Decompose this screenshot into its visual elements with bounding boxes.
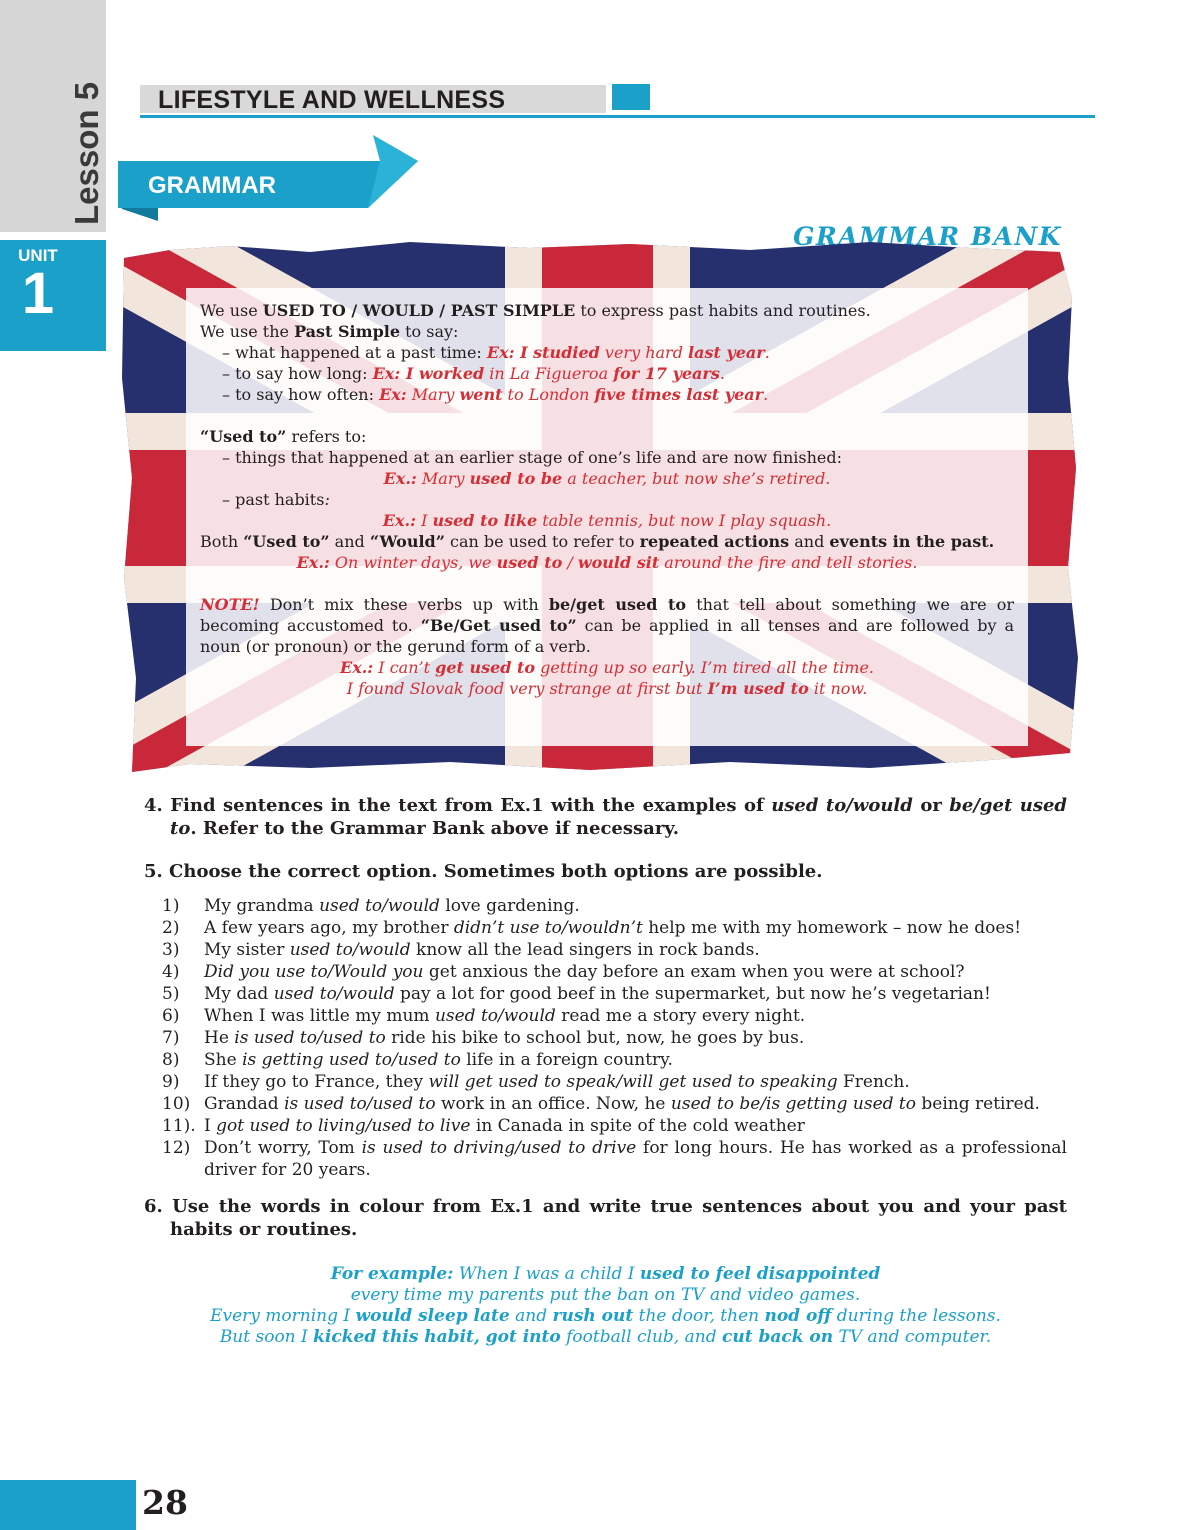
text-run: help me with my homework – now he does! xyxy=(642,918,1022,938)
item-number: 5) xyxy=(162,984,180,1004)
header-rule xyxy=(140,115,1095,118)
text-run: and xyxy=(329,532,370,551)
text-run: used to be xyxy=(469,469,563,488)
unit-number: 1 xyxy=(21,261,55,326)
section-label: GRAMMAR xyxy=(148,172,276,199)
page-number: 28 xyxy=(142,1483,188,1522)
text-run: NOTE! xyxy=(200,595,260,614)
text-run: But soon I xyxy=(219,1327,314,1347)
list-item xyxy=(144,1005,1067,1027)
text-run: – what happened at a past time: xyxy=(222,343,487,362)
grammar-line xyxy=(200,594,1014,657)
text-run: ride his bike to school but, now, he goes by bus. xyxy=(385,1028,805,1048)
text-run: to say: xyxy=(400,322,459,341)
text-run: When I was a child I xyxy=(453,1264,640,1284)
item-number: 2) xyxy=(162,918,180,938)
text-run: used to/would xyxy=(434,1006,556,1026)
list-item xyxy=(144,1115,1067,1137)
text-run: used to feel disappointed xyxy=(639,1264,881,1284)
text-run: . xyxy=(763,385,769,404)
text-run: nod off xyxy=(764,1306,832,1326)
lesson-label-wrap xyxy=(62,80,106,225)
grammar-line xyxy=(200,552,1014,573)
item-number: 3) xyxy=(162,940,180,960)
text-run: very hard xyxy=(599,343,689,362)
page-title: LIFESTYLE AND WELLNESS xyxy=(158,86,506,114)
grammar-line xyxy=(200,510,1014,531)
text-run: love gardening. xyxy=(439,896,580,916)
text-run: – to say how long: xyxy=(222,364,373,383)
item-number: 6) xyxy=(162,1006,180,1026)
text-run: . xyxy=(719,364,725,383)
text-run: get used to xyxy=(435,658,536,677)
text-run: read me a story every night. xyxy=(555,1006,806,1026)
text-run: for 17 years xyxy=(613,364,720,383)
text-run: cut back on xyxy=(721,1327,834,1347)
grammar-line xyxy=(200,531,1014,552)
text-run: is used to/used to xyxy=(234,1028,386,1048)
item-number: 7) xyxy=(162,1028,180,1048)
grammar-line xyxy=(200,384,1014,405)
text-run: – to say how often: xyxy=(222,385,380,404)
text-run: He xyxy=(204,1028,235,1048)
grammar-bank-text xyxy=(200,300,1014,699)
text-run: Don’t worry, Tom xyxy=(204,1138,362,1158)
text-run: My grandma xyxy=(204,896,320,916)
example-line xyxy=(144,1306,1067,1327)
text-run: I’m used to xyxy=(707,679,809,698)
exercise-4-instruction xyxy=(144,794,1067,840)
text-run: getting up so early. I’m tired all the time. xyxy=(535,658,874,677)
text-run: I found Slovak food very strange at first but xyxy=(346,679,708,698)
list-item xyxy=(144,917,1067,939)
text-run: the door, then xyxy=(633,1306,765,1326)
exercises xyxy=(144,794,1067,1241)
grammar-line xyxy=(200,363,1014,384)
text-run: We use xyxy=(200,301,263,320)
text-run: Ex.: xyxy=(382,511,416,530)
text-run: . Refer to the Grammar Bank above if necessary. xyxy=(190,818,679,839)
text-run: – things that happened at an earlier stage of one’s life and are now finished: xyxy=(222,448,843,467)
text-run: Mary xyxy=(416,469,470,488)
text-run: Ex.: xyxy=(296,553,330,572)
text-run: studied xyxy=(533,343,600,362)
item-number: 9) xyxy=(162,1072,180,1092)
text-run: in La Figueroa xyxy=(484,364,614,383)
text-run: that tell about something we are or becoming accustomed to. xyxy=(200,595,1014,635)
text-run: and xyxy=(789,532,830,551)
text-run: I xyxy=(415,511,433,530)
text-run: football club, and xyxy=(560,1327,722,1347)
text-run: is used to driving/used to drive xyxy=(361,1138,637,1158)
text-run: around the fire and tell stories. xyxy=(659,553,918,572)
list-item xyxy=(144,1071,1067,1093)
list-item xyxy=(144,983,1067,1005)
text-run: Ex: I xyxy=(486,343,534,362)
lesson-label: Lesson 5 xyxy=(68,81,105,225)
text-run: table tennis, but now I play squash. xyxy=(537,511,832,530)
text-run: Ex: xyxy=(379,385,407,404)
text-run: went xyxy=(459,385,503,404)
text-run: For example: xyxy=(330,1264,454,1284)
text-run: in Canada in spite of the cold weather xyxy=(470,1116,805,1136)
text-run: / xyxy=(562,553,578,572)
text-run: Every morning I xyxy=(210,1306,356,1326)
text-run: to express past habits and routines. xyxy=(575,301,871,320)
header-accent-square xyxy=(612,84,650,110)
text-run: being retired. xyxy=(915,1094,1040,1114)
text-run: didn’t use to/wouldn’t xyxy=(453,918,643,938)
text-run: every time my parents put the ban on TV and video games. xyxy=(350,1285,861,1305)
text-run: used to be/is getting used to xyxy=(670,1094,916,1114)
text-run: : xyxy=(324,490,330,509)
text-run: We use the xyxy=(200,322,295,341)
text-run: five times last year xyxy=(594,385,764,404)
example-paragraph xyxy=(144,1264,1067,1348)
text-run: – past habits xyxy=(222,490,325,509)
text-run: know all the lead singers in rock bands. xyxy=(410,940,760,960)
list-item xyxy=(144,1027,1067,1049)
text-run: “Would” xyxy=(369,532,445,551)
item-number: 10) xyxy=(162,1094,191,1114)
list-item xyxy=(144,961,1067,983)
text-run: for long hours. He has worked as a professional driver for 20 years. xyxy=(204,1138,1067,1180)
text-run: . xyxy=(764,343,770,362)
example-line xyxy=(144,1285,1067,1306)
text-run: is getting used to/used to xyxy=(242,1050,461,1070)
text-run: will get used to speak/will get used to speaking xyxy=(428,1072,838,1092)
grammar-line xyxy=(200,657,1014,678)
text-run: used to/would xyxy=(273,984,395,1004)
text-run: be/get used to xyxy=(170,795,1067,839)
text-run: Don’t mix these verbs up with xyxy=(259,595,549,614)
list-item xyxy=(144,939,1067,961)
text-run: Grandad xyxy=(204,1094,285,1114)
text-run: can be applied in all tenses and are followed by a noun (or pronoun) or the gerund form of a verb. xyxy=(200,616,1015,656)
text-run: get anxious the day before an exam when you were at school? xyxy=(423,962,965,982)
grammar-line xyxy=(200,342,1014,363)
grammar-line xyxy=(200,321,1014,342)
text-run: 4. Find sentences in the text from Ex.1 with the examples of xyxy=(144,795,772,816)
text-run: Mary xyxy=(406,385,460,404)
example-line xyxy=(144,1264,1067,1285)
text-run: a teacher, but now she’s retired. xyxy=(562,469,831,488)
spacer xyxy=(200,405,1014,426)
text-run: would sleep late xyxy=(355,1306,510,1326)
grammar-line xyxy=(200,426,1014,447)
text-run: Both xyxy=(200,532,244,551)
text-run: I can’t xyxy=(373,658,436,677)
text-run: used to/would xyxy=(771,795,913,816)
spacer xyxy=(200,573,1014,594)
text-run: rush out xyxy=(552,1306,634,1326)
grammar-bank-title: GRAMMAR BANK xyxy=(793,222,1062,251)
text-run: used to like xyxy=(432,511,538,530)
text-run: pay a lot for good beef in the supermarket, but now he’s vegetarian! xyxy=(394,984,991,1004)
example-line xyxy=(144,1327,1067,1348)
text-run: TV and computer. xyxy=(833,1327,992,1347)
text-run: and xyxy=(509,1306,553,1326)
text-run: got used to living/used to live xyxy=(216,1116,471,1136)
text-run: On winter days, we xyxy=(329,553,497,572)
text-run: to London xyxy=(502,385,595,404)
item-number: 8) xyxy=(162,1050,180,1070)
unit-label: UNIT xyxy=(18,246,58,265)
text-run: If they go to France, they xyxy=(204,1072,429,1092)
text-run: work in an office. Now, he xyxy=(435,1094,671,1114)
text-run: used to xyxy=(496,553,563,572)
text-run: My sister xyxy=(204,940,290,960)
text-run: USED TO / WOULD / PAST SIMPLE xyxy=(262,301,576,320)
item-number: 11). xyxy=(162,1116,196,1136)
text-run: French. xyxy=(837,1072,910,1092)
grammar-line xyxy=(200,468,1014,489)
unit-badge xyxy=(0,240,106,351)
grammar-line xyxy=(200,678,1014,699)
exercise-5-instruction: 5. Choose the correct option. Sometimes both options are possible. xyxy=(144,861,823,882)
text-run: “Used to” xyxy=(200,427,287,446)
text-run: Past Simple xyxy=(294,322,401,341)
text-run: When I was little my mum xyxy=(204,1006,435,1026)
text-run: My dad xyxy=(204,984,274,1004)
text-run: can be used to refer to xyxy=(444,532,640,551)
text-run: I xyxy=(204,1116,217,1136)
exercise-5-list xyxy=(144,895,1067,1181)
text-run: during the lessons. xyxy=(831,1306,1001,1326)
text-run: events in the past. xyxy=(829,532,995,551)
text-run: be/get used to xyxy=(548,595,687,614)
text-run: is used to/used to xyxy=(284,1094,436,1114)
text-run: “Be/Get used to” xyxy=(420,616,577,635)
item-number: 12) xyxy=(162,1138,191,1158)
text-run: would sit xyxy=(577,553,660,572)
text-run: A few years ago, my brother xyxy=(204,918,454,938)
item-number: 4) xyxy=(162,962,180,982)
item-number: 1) xyxy=(162,896,180,916)
text-run: used to/would xyxy=(289,940,411,960)
text-run: Ex: I worked xyxy=(372,364,485,383)
list-item xyxy=(144,895,1067,917)
list-item xyxy=(144,1093,1067,1115)
text-run: refers to: xyxy=(286,427,367,446)
text-run: life in a foreign country. xyxy=(460,1050,673,1070)
text-run: Did you use to/Would you xyxy=(204,962,424,982)
text-run: Ex.: xyxy=(340,658,374,677)
text-run: Ex.: xyxy=(383,469,417,488)
text-run: or xyxy=(912,795,950,816)
list-item xyxy=(144,1049,1067,1071)
text-run: used to/would xyxy=(319,896,440,916)
text-run: She xyxy=(204,1050,243,1070)
grammar-line xyxy=(200,489,1014,510)
text-run: last year xyxy=(688,343,765,362)
text-run: repeated actions xyxy=(639,532,790,551)
exercise-6-instruction: 6. Use the words in colour from Ex.1 and write true sentences about you and your past habits or routines. xyxy=(144,1196,1067,1240)
grammar-line xyxy=(200,300,1014,321)
page-number-bar xyxy=(0,1480,136,1530)
text-run: kicked this habit, got into xyxy=(313,1327,561,1347)
text-run: “Used to” xyxy=(243,532,330,551)
text-run: it now. xyxy=(808,679,868,698)
grammar-line xyxy=(200,447,1014,468)
list-item xyxy=(144,1137,1067,1181)
